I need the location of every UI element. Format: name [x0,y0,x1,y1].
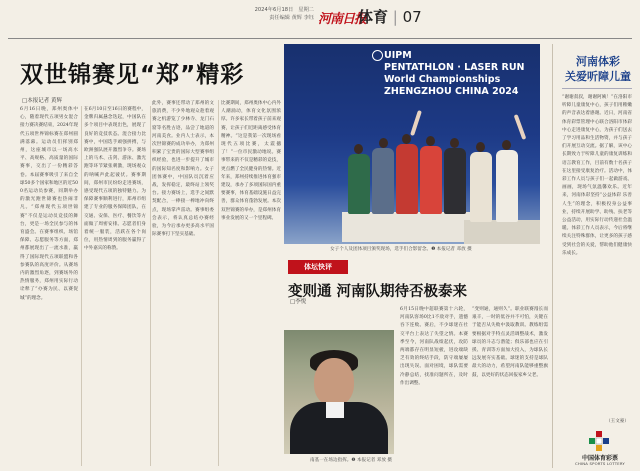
lottery-name-cn: 中国体育彩票 [581,455,618,462]
athlete-head [502,140,511,150]
athlete-figure [396,144,418,214]
lead-photo-caption: 女子个人及团体项目颁奖现场，选手们合影留念。❶ 本报记者 邓放 摄 [330,247,472,252]
lead-photo-podium [284,44,540,244]
feature-headline: 变则通 河南队期待否极泰来 [288,284,468,300]
section-title: 体育 | 07 [358,8,422,26]
athlete-head [379,138,388,148]
paper-logo: 河南日报 [318,12,367,27]
sidebar-body: “谢谢叔叔，谢谢阿姨！”在洛阳市听障儿童康复中心，孩子们用稚嫩的声音表达着感谢。近日，河南省体育彩票管理中心联合洛阳市体彩中心走进康复中心，为孩子们送去了学习用品和生活物资，并与孩子们开展互动交流。据了解，该中心长期致力于听障儿童的康复训练和语言教育工作，目前有数十名孩子在这里接受康复治疗。活动中，体彩工作人员与孩子们一起做游戏、画画，现场气氛温馨欢乐。近年来，河南体彩坚持“公益体彩 乐善人生”的理念，积极投身公益事业，持续开展助学、助残、扶老等公益活动，用实际行动传递社会温暖。体彩工作人员表示，今后将继续关注特殊群体，让更多的孩子感受到社会的关爱，帮助他们健康快乐成长。 [562,95,632,256]
lead-headline: 双世锦赛见“郑”精彩 [20,62,245,88]
photo-banner-text: UIPM PENTATHLON · LASER RUN World Championships ZHENGZHOU CHINA 2024 [384,50,525,97]
feature-photo-caption: 南基一在场边指挥。❷ 本报记者 邓放 摄 [310,458,393,463]
editors: 责任编辑 黄辉 李钰 [269,15,314,21]
sidebar-rule [552,44,553,468]
lead-column-3: 此外，赛事还带动了郑州的文旅消费，不少外地观众趁着观赛之机游览了少林寺、龙门石窟等名胜古迹，品尝了地道的河南美食。业内人士表示，本次世锦赛的成功举办，为郑州积累了宝贵的国际大型赛事组织经验，也进一步提升了城市的国际知名度和影响力。女子团体赛中，中国队员沉着应战，发挥稳定，最终站上领奖台。接力赛场上，选手之间默契配合，一棒接一棒地冲向终点，现场掌声雷动。赛事组委会表示，将认真总结办赛经验，为今后承办更多高水平国际赛事打下坚实基础。 [152,101,214,238]
athlete-figure [348,154,370,214]
masthead-rule [8,38,632,39]
athlete-figure [420,146,442,214]
athlete-head [402,134,411,144]
feature-tag: 体坛快评 [288,260,348,274]
sidebar-title: 河南体彩 关爱听障儿童 [565,55,631,83]
podium-side [464,220,540,244]
section-name: 体育 [358,8,389,26]
page-number: 07 [402,8,422,26]
column-rule [150,106,151,466]
feature-column-1: 6月15日晚中超联赛第十六轮，河南队客场0比1不敌对手，遗憾吞下连败。赛后，不少球迷在社交平台上表达了失望之情。本赛季至今，河南队战绩起伏，攻防两端都存在明显短板，进攻端缺乏有效的终结手段，防守端屡屡出现失误。面对困境，球队需要冷静总结，找准问题所在，及时作出调整。 [400,307,468,386]
athlete-figure [444,148,466,214]
athlete-figure [372,148,394,214]
athlete-head [354,144,363,154]
athlete-figure [496,150,518,222]
lead-column-1: 6月16日晚，郑州奥体中心，随着现代五项男女混合接力赛决赛结束，2024年现代五项世界锦标赛在郑州圆满落幕。运动员们挥别郑州，这座城市以一场高水平、高规格、高质量的国际赛事，交出了一份精彩答卷。本届赛事吸引了来自全球50多个国家和地区的近500名运动员参赛，同期举办的激光跑世锦赛也热闹非凡。“郑州现代五项世锦赛”不仅是运动员竞技的舞台，更是一场全民参与的体育盛会。在赛事组织、场馆保障、志愿服务等方面，郑州都展现出了一流水准，赢得了国际现代五项联盟和各参赛队的高度评价。从赛场内的激烈角逐，到赛场外的热情服务，郑州用实际行动诠释了“办赛为民、以赛促城”的理念。 [20,107,78,301]
coach-face [314,358,354,406]
lead-column-4: 比赛期间，郑州奥体中心内外人潮涌动，体育文化氛围浓厚。许多家长带着孩子前来观赛，让孩子们近距离感受体育精神。“这是我第一次现场看现代五项比赛，太震撼了！”一位市民激动地说。赛事带来的不仅是精彩的竞技，更点燃了全民健身的热情。近年来，郑州持续推进体育强市建设，承办了多项国际国内重要赛事，体育基础设施日益完善，群众体育蓬勃发展。本次双世锦赛的举办，是郑州体育事业发展的又一个里程碑。 [221,101,281,221]
athlete-head [426,136,435,146]
sidebar-author: （王文豪） [606,419,629,424]
column-rule [218,100,219,466]
masthead [222,4,422,38]
china-sports-lottery-logo [568,430,632,466]
column-rule [81,106,82,466]
lead-column-2: 在6月10日至16日的赛程中，金牌归属悬念迭起，中国队在多个项目中表现出色，展现了良好的竞技状态。混合接力比赛中，中国选手顽强拼搏，与欧洲强队展开激烈争夺。赛场上的马术、击剑、游泳、激光跑等环节紧张刺激，现场观众的呐喊声此起彼伏。赛事期间，郑州市民纷纷走进赛场，感受现代五项的独特魅力。为保障赛事顺利进行，郑州市组建了专业的服务保障团队，在交通、安保、医疗、餐饮等方面做了周密安排。志愿者们身着统一服装，活跃在各个岗位，用热情周到的服务赢得了中外嘉宾的称赞。 [84,107,146,252]
lottery-name-en: CHINA SPORTS LOTTERY [575,461,625,466]
sidebar-title-rule [562,88,632,89]
uipm-logo-icon [372,50,383,61]
athlete-head [450,138,459,148]
feature-byline: □李悦 [290,299,307,305]
lottery-logo-icon [588,430,610,452]
lead-byline: □本报记者 黄辉 [22,98,62,104]
coach-collar [326,402,344,418]
athlete-head [476,142,485,152]
issue-date: 2024年6月18日 星期二 [254,7,314,13]
feature-column-2: “变则通，通则久”。职业联赛漫长而艰辛，一时的低谷并不可怕，关键在于能否从失败中汲取教训。教练组需要根据对手特点灵活调整战术，激发球员的斗志与潜能；俱乐部也应在引援、青训等方面加大投入，为球队长远发展夯实基础。球迷的支持是球队最大的动力，希望河南队能够重整旗鼓，以更好的状态回报家乡父老。 [472,307,548,378]
raised-arm [410,110,422,136]
raised-arm [514,114,527,140]
masthead-meta [222,6,314,22]
feature-photo-coach [284,330,394,454]
athlete-figure [470,152,492,222]
